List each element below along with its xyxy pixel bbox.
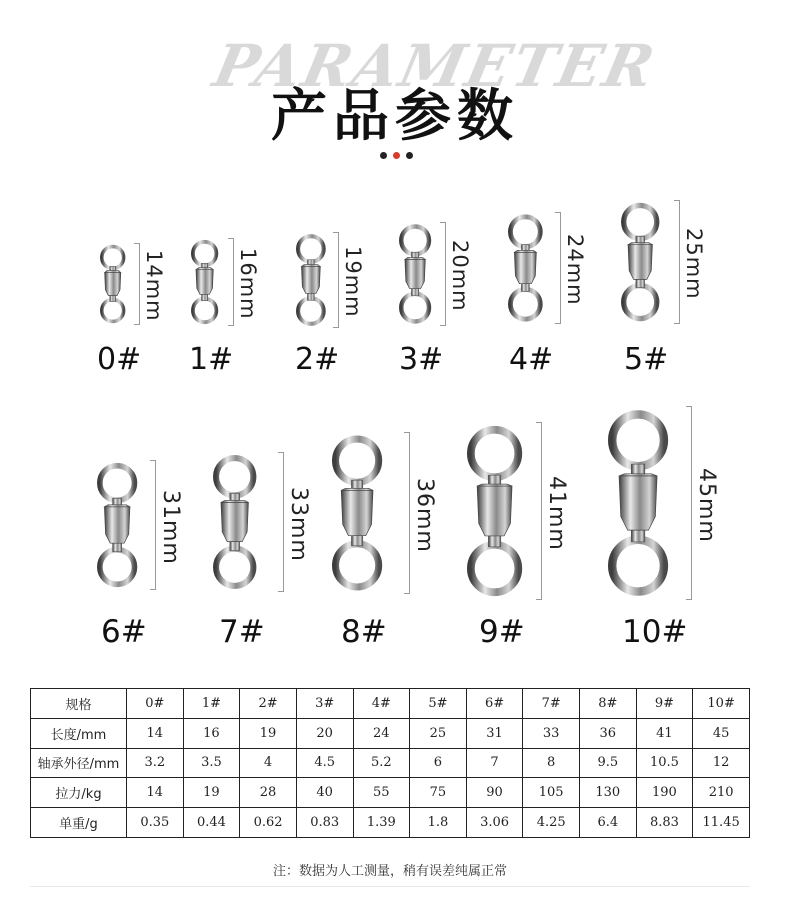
table-cell: 10.5 — [636, 748, 693, 778]
dot — [380, 152, 387, 159]
table-cell: 24 — [353, 718, 410, 748]
dimension-line — [555, 212, 561, 324]
spec-table — [30, 688, 750, 838]
size-label: 24mm — [563, 234, 587, 307]
table-cell: 14 — [127, 778, 184, 808]
dimension-line — [440, 222, 446, 326]
page-title: 产品参数 — [271, 84, 519, 149]
swivel-icon — [394, 222, 436, 326]
table-cell: 75 — [410, 778, 467, 808]
table-cell: 14 — [127, 718, 184, 748]
table-cell: 5# — [410, 689, 467, 719]
size-label: 31mm — [158, 489, 183, 565]
table-cell: 16 — [183, 718, 240, 748]
table-cell: 4.5 — [296, 748, 353, 778]
table-cell: 9.5 — [580, 748, 637, 778]
table-cell: 12 — [693, 748, 750, 778]
swivel-icon — [92, 460, 142, 590]
product-item — [603, 406, 673, 600]
table-row — [31, 808, 750, 838]
size-label: 33mm — [286, 486, 311, 562]
size-number-label: 0# — [97, 342, 142, 377]
size-label: 16mm — [236, 248, 260, 321]
swivel-icon — [503, 212, 548, 324]
size-label: 19mm — [341, 246, 365, 319]
table-cell: 19 — [183, 778, 240, 808]
swivel-icon — [95, 243, 130, 325]
dimension-line — [404, 432, 410, 594]
product-item — [394, 222, 436, 326]
table-cell: 33 — [523, 718, 580, 748]
table-cell: 0.83 — [296, 808, 353, 838]
swivel-icon — [603, 406, 673, 600]
watermark-text: PARAMETER — [207, 32, 662, 100]
table-cell: 10# — [693, 689, 750, 719]
dot — [406, 152, 413, 159]
size-number-label: 1# — [189, 342, 234, 377]
table-row — [31, 689, 750, 719]
dimension-line — [536, 422, 542, 600]
size-label: 45mm — [694, 467, 719, 543]
dot-red — [393, 152, 400, 159]
table-cell: 0.44 — [183, 808, 240, 838]
swivel-icon — [327, 432, 387, 594]
table-cell: 45 — [693, 718, 750, 748]
size-number-label: 10# — [622, 614, 688, 650]
row-header-cell: 拉力/kg — [31, 778, 127, 808]
row-header-cell: 长度/mm — [31, 718, 127, 748]
swivel-icon — [208, 452, 261, 592]
table-cell: 41 — [636, 718, 693, 748]
swivel-icon — [462, 422, 527, 600]
size-number-label: 5# — [624, 342, 669, 377]
size-label: 36mm — [412, 477, 437, 553]
table-cell: 1# — [183, 689, 240, 719]
table-row — [31, 778, 750, 808]
table-cell: 130 — [580, 778, 637, 808]
swivel-icon — [186, 238, 223, 326]
table-cell: 105 — [523, 778, 580, 808]
table-cell: 3# — [296, 689, 353, 719]
table-cell: 2# — [240, 689, 297, 719]
table-row — [31, 718, 750, 748]
table-cell: 8# — [580, 689, 637, 719]
table-cell: 11.45 — [693, 808, 750, 838]
table-cell: 5.2 — [353, 748, 410, 778]
size-number-label: 6# — [101, 614, 147, 650]
product-item — [95, 243, 130, 325]
table-cell: 3.2 — [127, 748, 184, 778]
table-cell: 90 — [466, 778, 523, 808]
swivel-icon — [291, 232, 331, 328]
table-cell: 0.62 — [240, 808, 297, 838]
table-cell: 9# — [636, 689, 693, 719]
table-cell: 55 — [353, 778, 410, 808]
size-number-label: 3# — [399, 342, 444, 377]
size-number-label: 2# — [295, 342, 340, 377]
table-cell: 40 — [296, 778, 353, 808]
dimension-line — [333, 232, 339, 328]
size-number-label: 4# — [509, 342, 554, 377]
dimension-line — [278, 452, 284, 592]
table-cell: 1.39 — [353, 808, 410, 838]
dimension-line — [686, 406, 692, 600]
table-cell: 25 — [410, 718, 467, 748]
size-label: 41mm — [544, 475, 569, 551]
size-label: 14mm — [142, 250, 166, 323]
dimension-line — [674, 200, 680, 324]
product-item — [503, 212, 548, 324]
table-cell: 6 — [410, 748, 467, 778]
table-cell: 8.83 — [636, 808, 693, 838]
size-number-label: 8# — [341, 614, 387, 650]
row-header-cell: 轴承外径/mm — [31, 748, 127, 778]
product-item — [462, 422, 527, 600]
size-number-label: 7# — [219, 614, 265, 650]
table-cell: 28 — [240, 778, 297, 808]
table-cell: 0# — [127, 689, 184, 719]
product-item — [291, 232, 331, 328]
swivel-icon — [616, 200, 664, 324]
product-item — [616, 200, 664, 324]
table-cell: 7 — [466, 748, 523, 778]
table-cell: 20 — [296, 718, 353, 748]
table-cell: 3.5 — [183, 748, 240, 778]
table-cell: 190 — [636, 778, 693, 808]
table-cell: 4.25 — [523, 808, 580, 838]
product-item — [327, 432, 387, 594]
product-item — [186, 238, 223, 326]
row-header-cell: 规格 — [31, 689, 127, 719]
table-cell: 31 — [466, 718, 523, 748]
size-number-label: 9# — [479, 614, 525, 650]
product-item — [208, 452, 261, 592]
row-header-cell: 单重/g — [31, 808, 127, 838]
size-label: 20mm — [448, 240, 472, 313]
table-cell: 210 — [693, 778, 750, 808]
product-item — [92, 460, 142, 590]
table-cell: 7# — [523, 689, 580, 719]
dimension-line — [228, 238, 234, 326]
measurement-note: 注：数据为人工测量，稍有误差纯属正常 — [30, 858, 750, 887]
table-cell: 6# — [466, 689, 523, 719]
table-cell: 1.8 — [410, 808, 467, 838]
title-dots — [380, 152, 413, 160]
table-cell: 0.35 — [127, 808, 184, 838]
table-cell: 6.4 — [580, 808, 637, 838]
table-cell: 4# — [353, 689, 410, 719]
table-cell: 4 — [240, 748, 297, 778]
table-cell: 36 — [580, 718, 637, 748]
table-row — [31, 748, 750, 778]
size-label: 25mm — [682, 228, 706, 301]
dimension-line — [134, 243, 140, 325]
dimension-line — [150, 460, 156, 590]
table-cell: 3.06 — [466, 808, 523, 838]
table-cell: 19 — [240, 718, 297, 748]
table-cell: 8 — [523, 748, 580, 778]
